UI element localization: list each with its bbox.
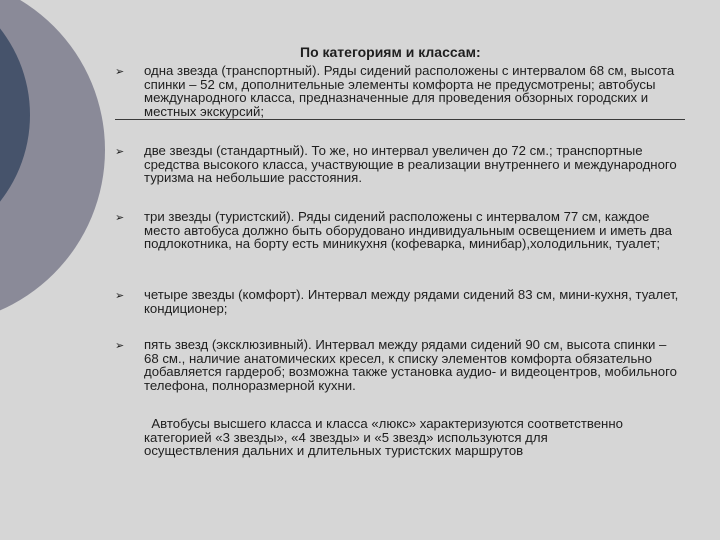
arrow-bullet-icon: ➢ <box>115 290 125 302</box>
list-item-text: пять звезд (эксклюзивный). Интервал между рядами сидений 90 см, высота спинки – 68 см., наличие анатомических кресел, к списку элементов комфорта обязательно добавляется гардероб; возможна также установка аудио- и видеоцентров, мобильного телефона, полноразмерной кухни. <box>144 337 677 393</box>
closing-paragraph: Автобусы высшего класса и класса «люкс» характеризуются соответственно категорией «3 звезды», «4 звезды» и «5 звезд» используются для осуществления дальних и длительных туристских маршрутов <box>144 416 627 459</box>
slide-title: По категориям и классам: <box>300 44 481 60</box>
arrow-bullet-icon: ➢ <box>115 212 125 224</box>
arrow-bullet-icon: ➢ <box>115 66 125 78</box>
list-item-text: три звезды (туристский). Ряды сидений расположены с интервалом 77 см, каждое место автобуса должно быть оборудовано индивидуальным освещением и иметь два подлокотника, на борту есть миникухня (кофеварка, минибар),холодильник, туалет; <box>144 209 672 252</box>
list-item-text: четыре звезды (комфорт). Интервал между рядами сидений 83 см, мини-кухня, туалет, кондиционер; <box>144 287 679 316</box>
divider-line <box>115 119 685 120</box>
arrow-bullet-icon: ➢ <box>115 146 125 158</box>
decorative-circles <box>0 0 115 540</box>
arrow-bullet-icon: ➢ <box>115 340 125 352</box>
list-item-text: две звезды (стандартный). То же, но интервал увеличен до 72 см.; транспортные средства высокого класса, участвующие в реализации внутреннего и международного туризма на небольшие расстояния. <box>144 143 677 186</box>
list-item-text: одна звезда (транспортный). Ряды сидений расположены с интервалом 68 см, высота спинки – 52 см, дополнительные элементы комфорта не предусмотрены; автобусы международного класса, предназначенные для проведения обзорных городских и местных экскурсий; <box>144 63 675 119</box>
